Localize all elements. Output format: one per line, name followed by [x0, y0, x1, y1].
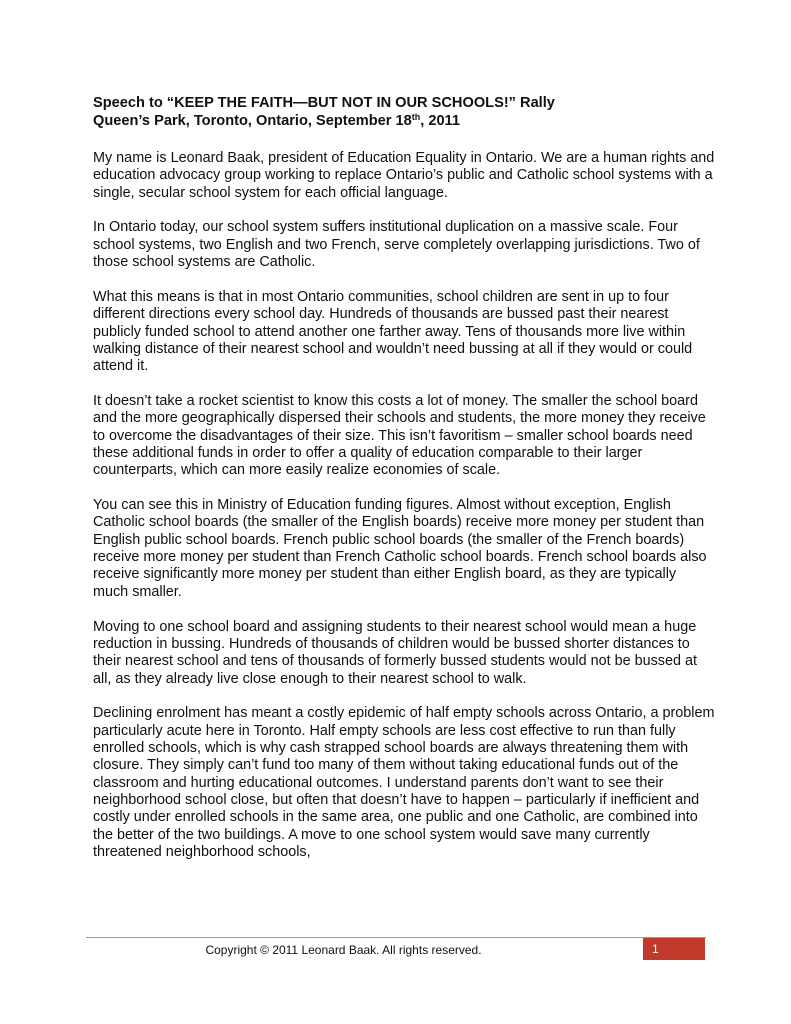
speech-body [93, 150, 715, 879]
heading-line-2-year: , 2011 [420, 113, 460, 129]
paragraph-cost: It doesn’t take a rocket scientist to know this costs a lot of money. The smaller the school board and the more geographically dispersed their schools and students, the more money they receive to overcome the disadvantages of their size. This isn’t favoritism – smaller school boards need these additional funds in order to offer a quality of education comparable to their larger counterparts, which can more easily realize economies of scale. [93, 392, 706, 479]
paragraph-funding-figures: You can see this in Ministry of Education funding figures. Almost without exception, English Catholic school boards (the smaller of the English boards) receive more money per student than English public school boards. French public school boards (the smaller of the French boards) receive more money per student than French Catholic school boards. French school boards also receive significantly more money per student than either English board, as they are typically much smaller. [93, 497, 707, 600]
footer-copyright: Copyright © 2011 Leonard Baak. All rights reserved. [205, 943, 482, 957]
heading-date-suffix: th [411, 112, 421, 122]
paragraph-one-board: Moving to one school board and assigning students to their nearest school would mean a huge reduction in bussing. Hundreds of thousands of children would be bussed shorter distances to their nearest school and tens of thousands of formerly bussed students would not be bussed at all, as they already live close enough to their nearest school to walk. [93, 618, 697, 687]
paragraph-declining-enrolment: Declining enrolment has meant a costly epidemic of half empty schools across Ontario, a problem particularly acute here in Toronto. Half empty schools are less cost effective to run than fully enrolled schools, which is why cash strapped school boards are always threatening them with closure. They simply can’t fund too many of them without taking educational funds out of the classroom and hurting educational outcomes. I understand parents don’t want to see their neighborhood school close, but often that doesn’t have to happen – particularly if inefficient and costly under enrolled schools in the same area, one public and one Catholic, are combined into the better of the two buildings. A move to one school system would save many currently threatened neighborhood schools, [93, 705, 715, 861]
heading-line-2 [93, 112, 713, 130]
paragraph-introduction: My name is Leonard Baak, president of Education Equality in Ontario. We are a human rights and education advocacy group working to replace Ontario’s public and Catholic school systems with a single, secular school system for each official language. [93, 150, 715, 201]
footer-divider [86, 937, 706, 938]
page-number-badge: 1 [643, 938, 705, 960]
heading-line-1: Speech to “KEEP THE FAITH—BUT NOT IN OUR SCHOOLS!” Rally [93, 95, 555, 111]
paragraph-duplication: In Ontario today, our school system suffers institutional duplication on a massive scale. Four school systems, two English and two French, serve completely overlapping jurisdictions. Two of those school systems are Catholic. [93, 219, 700, 271]
speech-heading [93, 94, 713, 130]
heading-line-2-text: Queen’s Park, Toronto, Ontario, September 18 [93, 113, 412, 129]
paragraph-bussing: What this means is that in most Ontario communities, school children are sent in up to four different directions every school day. Hundreds of thousands are bussed past their nearest publicly funded school to attend another one farther away. Tens of thousands more live within walking distance of their nearest school and wouldn’t need bussing at all if they would or could attend it. [93, 288, 693, 375]
